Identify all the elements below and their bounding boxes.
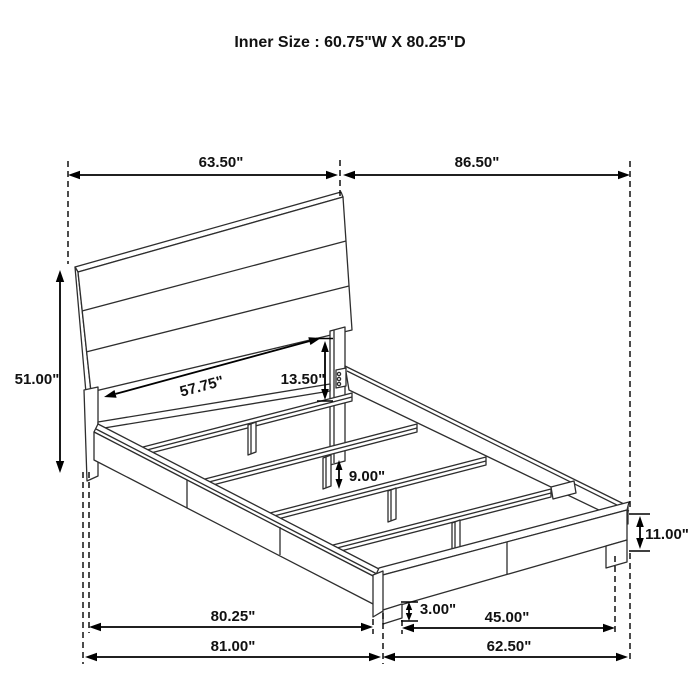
dim-headboard-width-top — [68, 154, 338, 179]
dim-label-headboard-height: 51.00" — [14, 371, 60, 388]
dim-label-headboard-width-top: 63.50" — [198, 154, 244, 171]
dim-label-frame-length-inner: 80.25" — [210, 608, 256, 625]
slat — [205, 424, 417, 487]
bed-frame — [94, 366, 629, 624]
dim-footboard-overall-width — [383, 638, 628, 661]
dim-slat-leg-height — [336, 460, 386, 489]
slat-leg — [388, 488, 396, 522]
slat-leg — [323, 455, 331, 489]
diagram-title: Inner Size : 60.75"W X 80.25"D — [234, 34, 466, 51]
dim-frame-length-overall — [85, 638, 381, 661]
dim-frame-length-inner — [89, 608, 373, 631]
dim-label-frame-depth-top: 86.50" — [454, 154, 500, 171]
dim-frame-depth-top — [343, 154, 630, 179]
dim-label-footboard-overall-width: 62.50" — [486, 638, 532, 655]
slat-leg — [248, 422, 256, 455]
dim-headboard-height — [15, 270, 65, 473]
dim-label-frame-side-height: 11.00" — [645, 526, 689, 543]
dim-foot-clearance — [401, 601, 456, 621]
dim-label-footboard-inner-width: 45.00" — [484, 609, 530, 626]
rail-bracket — [336, 368, 346, 388]
dim-label-foot-clearance: 3.00" — [419, 601, 457, 618]
dim-label-headboard-clearance: 13.50" — [280, 371, 326, 388]
dim-label-headboard-panel-width: 57.75" — [178, 372, 226, 401]
dim-label-frame-length-overall: 81.00" — [210, 638, 256, 655]
foot-corner-cap — [373, 571, 383, 617]
slat — [270, 457, 486, 521]
dim-label-slat-leg-height: 9.00" — [348, 468, 386, 485]
dim-frame-side-height — [629, 514, 689, 551]
